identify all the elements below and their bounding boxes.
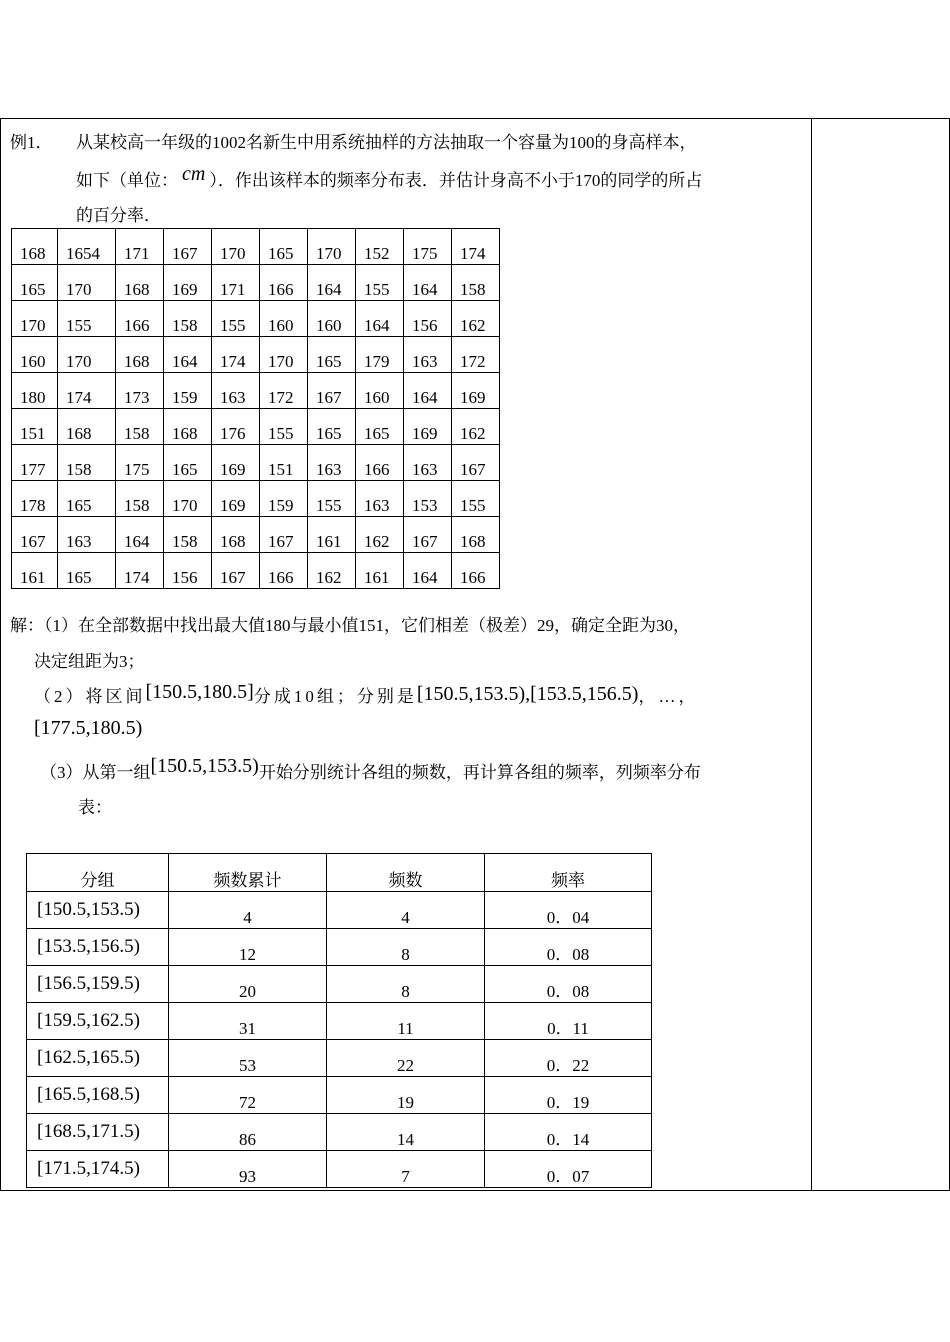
data-row — [12, 265, 500, 301]
solution-step-2a: （2）将区间 — [34, 687, 146, 706]
data-row — [12, 337, 500, 373]
data-cell: 173 — [116, 373, 164, 409]
data-cell: 158 — [452, 265, 500, 301]
data-row — [12, 301, 500, 337]
left-border — [0, 118, 1, 1191]
data-cell: 151 — [12, 409, 58, 445]
data-cell: 168 — [212, 517, 260, 553]
data-cell: 170 — [58, 337, 116, 373]
data-row — [12, 517, 500, 553]
data-row — [12, 409, 500, 445]
data-cell: 166 — [356, 445, 404, 481]
data-cell: 159 — [164, 373, 212, 409]
data-cell: 158 — [116, 481, 164, 517]
data-cell: 162 — [452, 409, 500, 445]
data-cell: 161 — [356, 553, 404, 589]
freq-rate-cell: 0．08 — [485, 929, 652, 966]
freq-rate-cell: 0．14 — [485, 1114, 652, 1151]
data-cell: 170 — [260, 337, 308, 373]
freq-cumulative-cell: 4 — [169, 892, 327, 929]
data-cell: 155 — [308, 481, 356, 517]
data-cell: 160 — [12, 337, 58, 373]
data-cell: 164 — [308, 265, 356, 301]
interval-groups: [150.5,153.5),[153.5,156.5) — [416, 683, 639, 705]
freq-count-cell: 8 — [327, 966, 485, 1003]
freq-rate-cell: 0．19 — [485, 1077, 652, 1114]
solution-step-1b: 决定组距为3； — [34, 652, 145, 671]
data-cell: 175 — [404, 229, 452, 265]
freq-rate-cell: 0．08 — [485, 966, 652, 1003]
data-cell: 169 — [212, 481, 260, 517]
data-cell: 168 — [58, 409, 116, 445]
data-cell: 160 — [356, 373, 404, 409]
freq-count-cell: 19 — [327, 1077, 485, 1114]
data-cell: 165 — [58, 481, 116, 517]
freq-cumulative-cell: 86 — [169, 1114, 327, 1151]
solution-step-2b: 分成10组；分别是 — [253, 687, 417, 706]
problem-line-2 — [76, 163, 703, 193]
data-cell: 171 — [212, 265, 260, 301]
data-cell: 164 — [404, 265, 452, 301]
data-cell: 165 — [308, 337, 356, 373]
solution-step-2 — [34, 681, 699, 709]
data-cell: 160 — [308, 301, 356, 337]
header-cumulative: 频数累计 — [169, 854, 327, 892]
data-cell: 166 — [452, 553, 500, 589]
data-cell: 169 — [212, 445, 260, 481]
data-cell: 174 — [212, 337, 260, 373]
data-cell: 164 — [404, 373, 452, 409]
data-cell: 162 — [308, 553, 356, 589]
freq-group-cell: [153.5,156.5) — [27, 929, 169, 966]
data-cell: 170 — [58, 265, 116, 301]
freq-count-cell: 14 — [327, 1114, 485, 1151]
data-cell: 163 — [58, 517, 116, 553]
data-cell: 166 — [116, 301, 164, 337]
solution-step-3 — [40, 755, 701, 785]
data-cell: 155 — [260, 409, 308, 445]
sample-data-table — [11, 228, 500, 589]
freq-count-cell: 22 — [327, 1040, 485, 1077]
solution-step-3c: 表： — [78, 798, 112, 817]
freq-group-cell: [171.5,174.5) — [27, 1151, 169, 1188]
data-cell: 151 — [260, 445, 308, 481]
freq-count-cell: 8 — [327, 929, 485, 966]
data-cell: 163 — [308, 445, 356, 481]
data-cell: 155 — [58, 301, 116, 337]
data-cell: 165 — [12, 265, 58, 301]
freq-count-cell: 7 — [327, 1151, 485, 1188]
data-cell: 167 — [452, 445, 500, 481]
freq-rate-cell: 0．11 — [485, 1003, 652, 1040]
data-row — [12, 445, 500, 481]
solution-step-3b: 开始分别统计各组的频数，再计算各组的频率，列频率分布 — [258, 763, 701, 782]
data-cell: 165 — [356, 409, 404, 445]
solution-step-3a: （3）从第一组 — [40, 763, 151, 782]
data-cell: 163 — [404, 337, 452, 373]
problem-label: 例1． — [10, 133, 53, 152]
freq-row — [27, 966, 652, 1003]
data-cell: 167 — [404, 517, 452, 553]
data-cell: 158 — [58, 445, 116, 481]
data-cell: 170 — [212, 229, 260, 265]
solution-step-2c: ，…， — [638, 687, 699, 706]
data-cell: 158 — [164, 517, 212, 553]
data-cell: 167 — [12, 517, 58, 553]
problem-line-3: 的百分率． — [76, 206, 161, 225]
freq-group-cell: [150.5,153.5) — [27, 892, 169, 929]
freq-cumulative-cell: 72 — [169, 1077, 327, 1114]
data-cell: 169 — [164, 265, 212, 301]
data-cell: 167 — [308, 373, 356, 409]
freq-count-cell: 11 — [327, 1003, 485, 1040]
data-cell: 161 — [308, 517, 356, 553]
data-cell: 158 — [164, 301, 212, 337]
data-cell: 165 — [308, 409, 356, 445]
data-cell: 165 — [164, 445, 212, 481]
data-cell: 159 — [260, 481, 308, 517]
data-cell: 161 — [12, 553, 58, 589]
data-cell: 164 — [356, 301, 404, 337]
data-row — [12, 481, 500, 517]
data-cell: 170 — [308, 229, 356, 265]
data-cell: 156 — [164, 553, 212, 589]
interval-last: [177.5,180.5) — [34, 717, 143, 739]
data-cell: 168 — [452, 517, 500, 553]
freq-row — [27, 1114, 652, 1151]
data-cell: 169 — [404, 409, 452, 445]
data-cell: 155 — [452, 481, 500, 517]
freq-cumulative-cell: 93 — [169, 1151, 327, 1188]
data-cell: 175 — [116, 445, 164, 481]
data-cell: 176 — [212, 409, 260, 445]
data-cell: 170 — [164, 481, 212, 517]
data-cell: 153 — [404, 481, 452, 517]
data-cell: 180 — [12, 373, 58, 409]
data-cell: 162 — [452, 301, 500, 337]
data-cell: 172 — [260, 373, 308, 409]
data-cell: 152 — [356, 229, 404, 265]
data-row — [12, 373, 500, 409]
data-cell: 163 — [404, 445, 452, 481]
data-cell: 178 — [12, 481, 58, 517]
data-cell: 170 — [12, 301, 58, 337]
header-rate: 频率 — [485, 854, 652, 892]
data-cell: 171 — [116, 229, 164, 265]
data-cell: 166 — [260, 265, 308, 301]
data-cell: 174 — [58, 373, 116, 409]
column-divider — [811, 118, 812, 1191]
freq-row — [27, 929, 652, 966]
freq-row — [27, 1003, 652, 1040]
solution-step-1: 解：（1）在全部数据中找出最大值180与最小值151，它们相差（极差）29，确定全距为30， — [10, 616, 690, 635]
data-cell: 158 — [116, 409, 164, 445]
data-cell: 167 — [164, 229, 212, 265]
data-cell: 179 — [356, 337, 404, 373]
problem-line-2b: ）．作出该样本的频率分布表．并估计身高不小于170的同学的所占 — [209, 171, 703, 190]
data-cell: 165 — [58, 553, 116, 589]
data-cell: 164 — [404, 553, 452, 589]
freq-cumulative-cell: 20 — [169, 966, 327, 1003]
freq-row — [27, 892, 652, 929]
data-cell: 174 — [116, 553, 164, 589]
data-cell: 168 — [164, 409, 212, 445]
data-row — [12, 553, 500, 589]
freq-cumulative-cell: 31 — [169, 1003, 327, 1040]
data-cell: 155 — [356, 265, 404, 301]
data-cell: 168 — [12, 229, 58, 265]
freq-cumulative-cell: 53 — [169, 1040, 327, 1077]
data-cell: 162 — [356, 517, 404, 553]
unit-cm: cm — [182, 163, 206, 185]
data-cell: 156 — [404, 301, 452, 337]
freq-rate-cell: 0．22 — [485, 1040, 652, 1077]
freq-row — [27, 1040, 652, 1077]
freq-row — [27, 1151, 652, 1188]
data-cell: 174 — [452, 229, 500, 265]
header-group: 分组 — [27, 854, 169, 892]
data-cell: 163 — [356, 481, 404, 517]
data-cell: 166 — [260, 553, 308, 589]
header-frequency: 频数 — [327, 854, 485, 892]
freq-count-cell: 4 — [327, 892, 485, 929]
data-cell: 167 — [260, 517, 308, 553]
data-cell: 169 — [452, 373, 500, 409]
data-cell: 163 — [212, 373, 260, 409]
data-cell: 155 — [212, 301, 260, 337]
data-cell: 172 — [452, 337, 500, 373]
freq-group-cell: [168.5,171.5) — [27, 1114, 169, 1151]
freq-group-cell: [159.5,162.5) — [27, 1003, 169, 1040]
data-cell: 167 — [212, 553, 260, 589]
problem-line-1: 从某校高一年级的1002名新生中用系统抽样的方法抽取一个容量为100的身高样本， — [76, 133, 697, 152]
freq-rate-cell: 0．07 — [485, 1151, 652, 1188]
data-cell: 164 — [164, 337, 212, 373]
data-cell: 168 — [116, 337, 164, 373]
data-cell: 177 — [12, 445, 58, 481]
freq-cumulative-cell: 12 — [169, 929, 327, 966]
data-cell: 164 — [116, 517, 164, 553]
interval-first: [150.5,153.5) — [150, 755, 259, 777]
freq-group-cell: [156.5,159.5) — [27, 966, 169, 1003]
freq-row — [27, 1077, 652, 1114]
frequency-distribution-table — [26, 853, 652, 1188]
data-cell: 165 — [260, 229, 308, 265]
problem-line-2a: 如下（单位： — [76, 171, 178, 190]
freq-rate-cell: 0．04 — [485, 892, 652, 929]
data-cell: 1654 — [58, 229, 116, 265]
interval-full: [150.5,180.5] — [145, 681, 254, 703]
data-cell: 168 — [116, 265, 164, 301]
data-row — [12, 229, 500, 265]
data-cell: 160 — [260, 301, 308, 337]
freq-group-cell: [162.5,165.5) — [27, 1040, 169, 1077]
freq-group-cell: [165.5,168.5) — [27, 1077, 169, 1114]
